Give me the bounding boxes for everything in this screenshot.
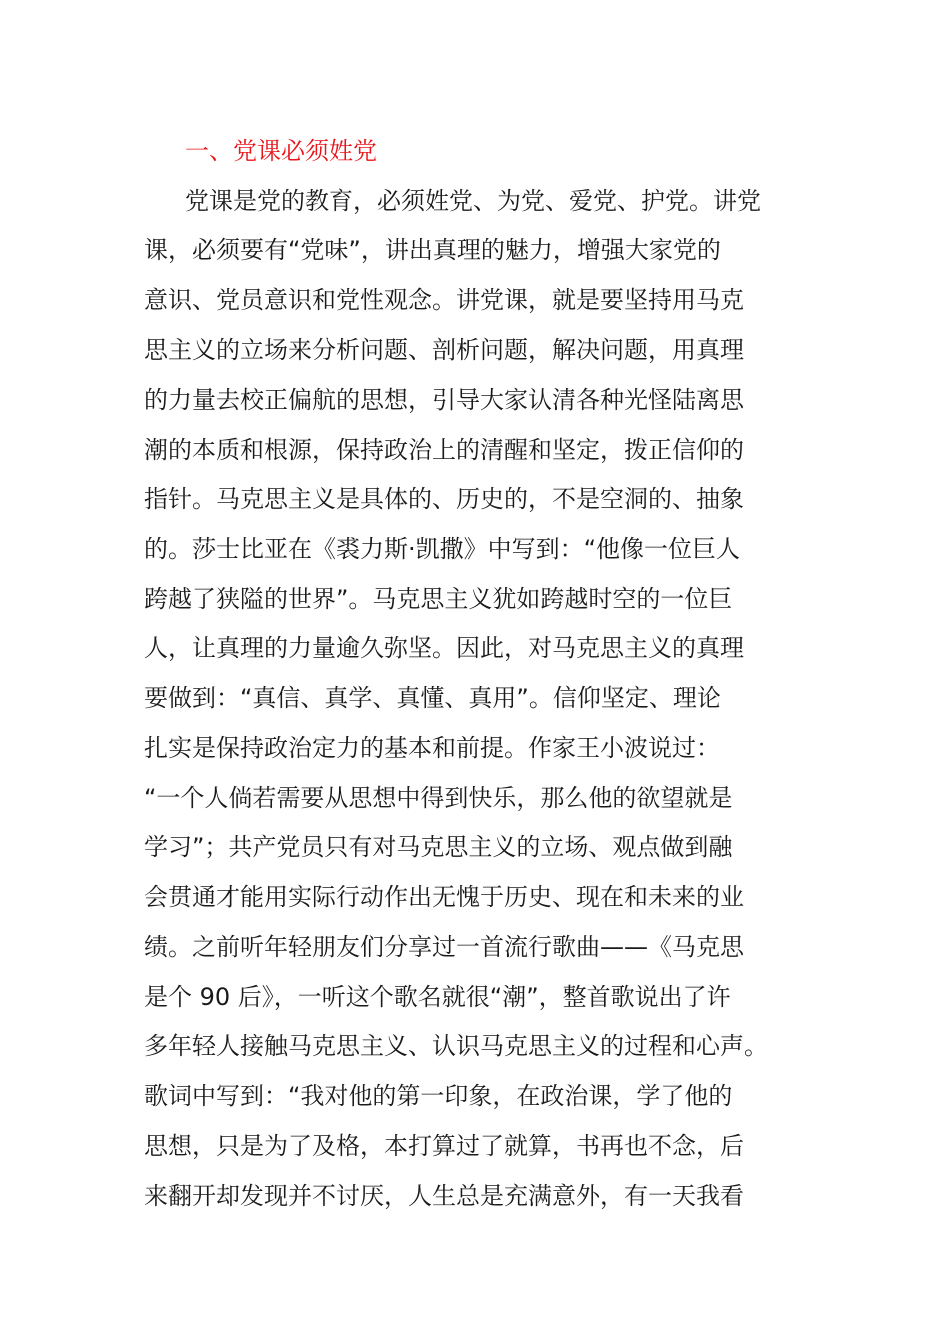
body-line-5: 的力量去校正偏航的思想，引导大家认清各种光怪陆离思 (144, 386, 744, 414)
body-line-16: 绩。之前听年轻朋友们分享过一首流行歌曲——《马克思 (144, 933, 744, 961)
body-line-4: 思主义的立场来分析问题、剖析问题，解决问题，用真理 (144, 336, 744, 364)
body-line-8: 的。莎士比亚在《裘力斯·凯撒》中写到：“他像一位巨人 (144, 535, 741, 563)
body-line-12: 扎实是保持政治定力的基本和前提。作家王小波说过： (144, 734, 720, 762)
section-heading: 一、党课必须姓党 (185, 137, 377, 165)
body-line-11: 要做到：“真信、真学、真懂、真用”。信仰坚定、理论 (144, 684, 721, 712)
body-line-3: 意识、党员意识和党性观念。讲党课，就是要坚持用马克 (144, 286, 744, 314)
body-line-20: 思想，只是为了及格，本打算过了就算，书再也不念，后 (144, 1132, 744, 1160)
body-line-6: 潮的本质和根源，保持政治上的清醒和坚定，拨正信仰的 (144, 436, 744, 464)
body-line-10: 人，让真理的力量逾久弥坚。因此，对马克思主义的真理 (144, 634, 744, 662)
body-line-2: 课，必须要有“党味”，讲出真理的魅力，增强大家党的 (144, 236, 721, 264)
body-line-14: 学习”；共产党员只有对马克思主义的立场、观点做到融 (144, 833, 733, 861)
body-line-17: 是个 90 后》，一听这个歌名就很“潮”，整首歌说出了许 (144, 983, 731, 1011)
body-line-7: 指针。马克思主义是具体的、历史的，不是空洞的、抽象 (144, 485, 744, 513)
body-line-9: 跨越了狭隘的世界”。马克思主义犹如跨越时空的一位巨 (144, 585, 733, 613)
body-line-15: 会贯通才能用实际行动作出无愧于历史、现在和未来的业 (144, 883, 744, 911)
body-line-21: 来翻开却发现并不讨厌，人生总是充满意外，有一天我看 (144, 1182, 744, 1210)
body-line-13: “一个人倘若需要从思想中得到快乐，那么他的欲望就是 (144, 784, 733, 812)
body-line-19: 歌词中写到：“我对他的第一印象，在政治课，学了他的 (144, 1082, 733, 1110)
body-line-18: 多年轻人接触马克思主义、认识马克思主义的过程和心声。 (144, 1032, 768, 1060)
body-line-1: 党课是党的教育，必须姓党、为党、爱党、护党。讲党 (185, 187, 761, 215)
